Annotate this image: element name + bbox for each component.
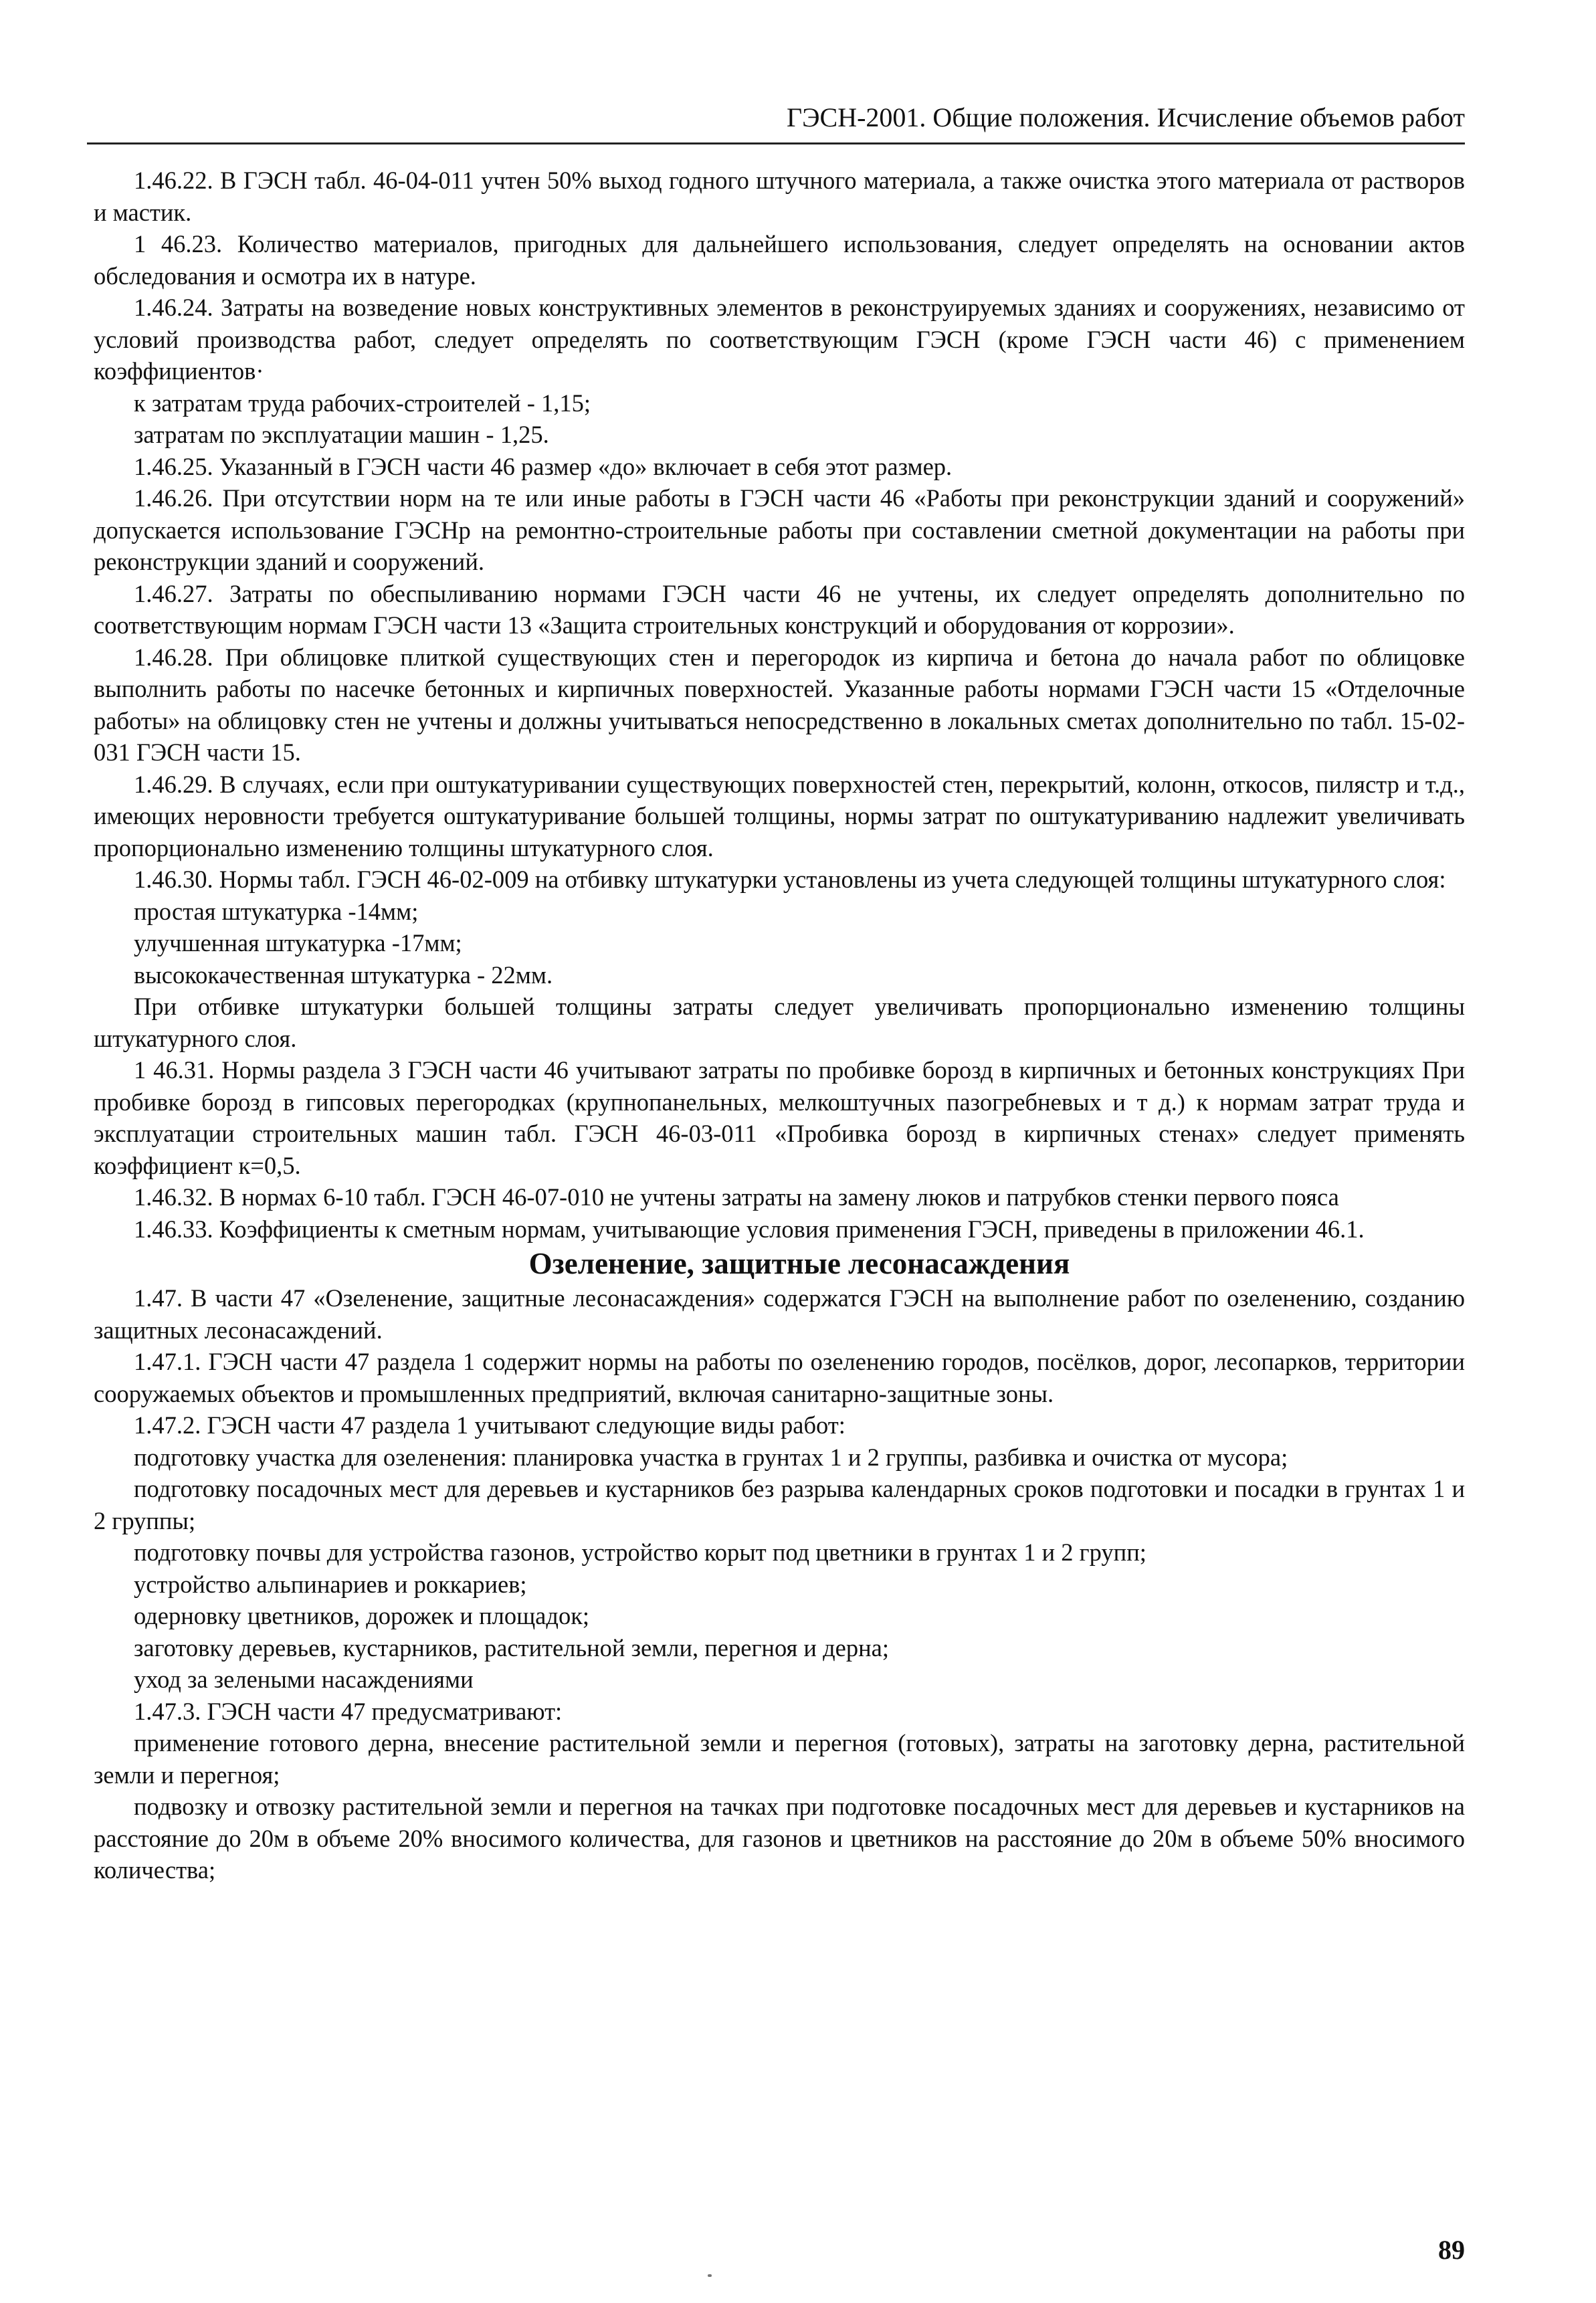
paragraph: При отбивке штукатурки большей толщины затраты следует увеличивать пропорционально изменению толщины штукатурного слоя. xyxy=(94,993,1465,1052)
page-body xyxy=(94,165,1465,1886)
paragraph: 1.46.22. В ГЭСН табл. 46-04-011 учтен 50% выход годного штучного материала, а также очистка этого материала от растворов и мастик. xyxy=(94,167,1465,226)
paragraph: 1.46.27. Затраты по обеспыливанию нормами ГЭСН части 46 не учтены, их следует определять дополнительно по соответствующим нормам ГЭСН части 13 «Защита строительных конструкций и оборудования от коррозии». xyxy=(94,579,1465,639)
paragraph: улучшенная штукатурка -17мм; xyxy=(134,929,462,957)
paragraph: подготовку посадочных мест для деревьев и кустарников без разрыва календарных сроков подготовки и посадки в грунтах 1 и 2 группы; xyxy=(94,1475,1465,1534)
paragraph: 1.46.29. В случаях, если при оштукатуривании существующих поверхностей стен, перекрытий, колонн, откосов, пилястр и т.д., имеющих неровности требуется оштукатуривание большей толщины, нормы затрат по оштукатуриванию надлежит увеличивать пропорционально изменению толщины штукатурного слоя. xyxy=(94,770,1465,862)
paragraph: 1.46.33. Коэффициенты к сметным нормам, учитывающие условия применения ГЭСН, приведены в приложении 46.1. xyxy=(134,1215,1365,1243)
paragraph: 1.46.28. При облицовке плиткой существующих стен и перегородок из кирпича и бетона до начала работ по облицовке выполнить работы по насечке бетонных и кирпичных поверхностей. Указанные работы нормами ГЭСН части 15 «Отделочные работы» на облицовку стен не учтены и должны учитываться непосредственно в локальных сметах дополнительно по табл. 15-02-031 ГЭСН части 15. xyxy=(94,643,1465,766)
section-reconstruction-clauses xyxy=(94,165,1465,1245)
paragraph: 1.46.26. При отсутствии норм на те или иные работы в ГЭСН части 46 «Работы при реконструкции зданий и сооружений» допускается использование ГЭСНр на ремонтно-строительные работы при составлении сметной документации на работы при реконструкции зданий и сооружений. xyxy=(94,484,1465,575)
paragraph: подготовку участка для озеленения: планировка участка в грунтах 1 и 2 группы, разбивка и очистка от мусора; xyxy=(134,1443,1288,1471)
paragraph: заготовку деревьев, кустарников, растительной земли, перегноя и дерна; xyxy=(134,1633,889,1662)
paragraph: применение готового дерна, внесение растительной земли и перегноя (готовых), затраты на заготовку дерна, растительной земли и перегноя; xyxy=(94,1729,1465,1789)
section-heading: Озеленение, защитные лесонасаждения xyxy=(528,1247,1070,1280)
paragraph: высококачественная штукатурка - 22мм. xyxy=(134,961,553,989)
paragraph: подвозку и отвозку растительной земли и перегноя на тачках при подготовке посадочных мест для деревьев и кустарников на расстояние до 20м в объеме 20% вносимого количества, для газонов и цветников на расстояние до 20м в объеме 50% вносимого количества; xyxy=(94,1793,1465,1884)
paragraph: 1.46.25. Указанный в ГЭСН части 46 размер «до» включает в себя этот размер. xyxy=(134,452,953,480)
paragraph: 1.46.24. Затраты на возведение новых конструктивных элементов в реконструируемых зданиях и сооружениях, независимо от условий производства работ, следует определять по соответствующим ГЭСН (кроме ГЭСН части 46) с применением коэффициентов· xyxy=(94,294,1465,385)
running-header: ГЭСН-2001. Общие положения. Исчисление объемов работ xyxy=(787,102,1465,132)
paragraph: 1.46.30. Нормы табл. ГЭСН 46-02-009 на отбивку штукатурки установлены из учета следующей толщины штукатурного слоя: xyxy=(134,866,1446,893)
page-number: 89 xyxy=(1438,2235,1465,2265)
scan-speck xyxy=(708,2274,712,2277)
paragraph: 1.47. В части 47 «Озеленение, защитные лесонасаждения» содержатся ГЭСН на выполнение работ по озеленению, созданию защитных лесонасаждений. xyxy=(94,1284,1465,1344)
paragraph: затратам по эксплуатации машин - 1,25. xyxy=(134,421,549,448)
paragraph: устройство альпинариев и роккариев; xyxy=(134,1570,527,1598)
paragraph: 1.47.3. ГЭСН части 47 предусматривают: xyxy=(134,1697,563,1725)
paragraph: подготовку почвы для устройства газонов, устройство корыт под цветники в грунтах 1 и 2 групп; xyxy=(134,1538,1146,1566)
paragraph: 1 46.23. Количество материалов, пригодных для дальнейшего использования, следует определять на основании актов обследования и осмотра их в натуре. xyxy=(94,230,1465,290)
paragraph: 1.47.2. ГЭСН части 47 раздела 1 учитывают следующие виды работ: xyxy=(134,1411,845,1439)
paragraph: простая штукатурка -14мм; xyxy=(134,897,419,925)
paragraph: одерновку цветников, дорожек и площадок; xyxy=(134,1602,590,1629)
paragraph: 1.47.1. ГЭСН части 47 раздела 1 содержит нормы на работы по озеленению городов, посёлков, дорог, лесопарков, территории сооружаемых объектов и промышленных предприятий, включая санитарно-защитные зоны. xyxy=(94,1348,1465,1407)
paragraph: к затратам труда рабочих-строителей - 1,15; xyxy=(134,389,591,417)
paragraph: уход за зелеными насаждениями xyxy=(134,1666,474,1693)
paragraph: 1 46.31. Нормы раздела 3 ГЭСН части 46 учитывают затраты по пробивке борозд в кирпичных и бетонных конструкциях При пробивке борозд в гипсовых перегородках (крупнопанельных, мелкоштучных пазогребневых и т д.) к нормам затрат труда и эксплуатации строительных машин табл. ГЭСН 46-03-011 «Пробивка борозд в кирпичных стенах» следует применять коэффициент к=0,5. xyxy=(94,1056,1465,1179)
paragraph: 1.46.32. В нормах 6-10 табл. ГЭСН 46-07-010 не учтены затраты на замену люков и патрубков стенки первого пояса xyxy=(134,1183,1339,1211)
section-landscaping-clauses xyxy=(94,1282,1465,1886)
header-rule xyxy=(87,142,1465,144)
